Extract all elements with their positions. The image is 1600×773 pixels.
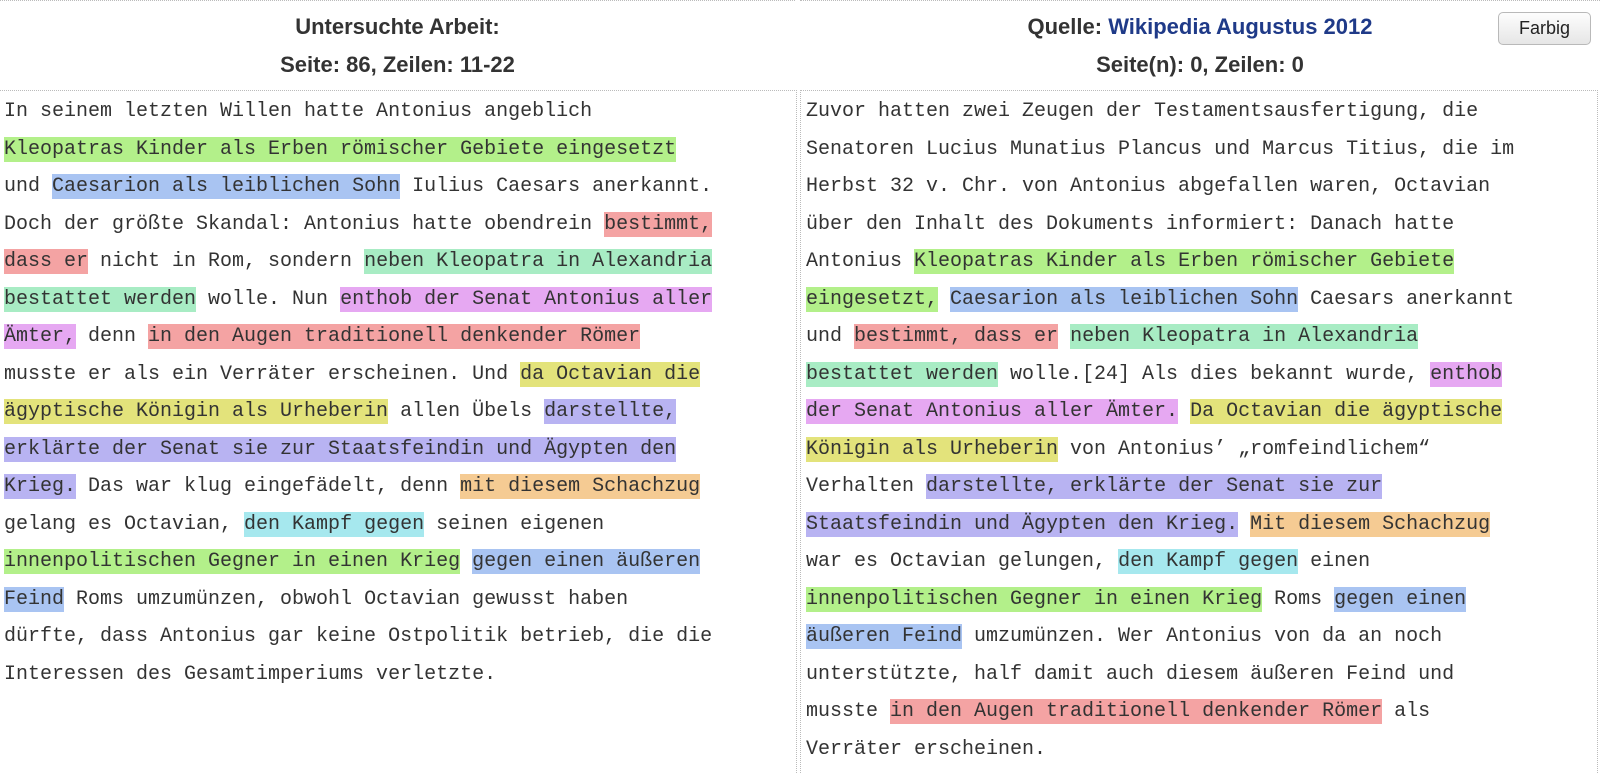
- highlighted-match: bestattet werden: [4, 287, 197, 311]
- text-segment: umzumünzen. Wer Antonius von da an noch: [962, 625, 1443, 648]
- source-prefix: Quelle:: [1027, 14, 1103, 39]
- examined-work-title: Untersuchte Arbeit:: [295, 14, 500, 39]
- highlighted-match: neben Kleopatra in Alexandria: [1070, 325, 1419, 348]
- text-segment: [1178, 400, 1190, 423]
- highlighted-match: bestattet werden: [806, 362, 999, 386]
- source-text-line: [806, 318, 1593, 356]
- highlighted-match: innenpolitischen Gegner in einen Krieg: [4, 550, 461, 573]
- source-text-line: [806, 656, 1593, 694]
- text-segment: als: [1382, 700, 1431, 723]
- source-text-line: [806, 93, 1593, 131]
- examined-text-line: [4, 506, 792, 544]
- examined-work-location: Seite: 86, Zeilen: 11-22: [280, 52, 515, 77]
- text-segment: seinen eigenen: [424, 512, 605, 536]
- source-text-line: [806, 506, 1593, 544]
- source-text-line: [806, 543, 1593, 581]
- text-segment: gelang es Octavian,: [4, 512, 245, 536]
- text-segment: Roms umzumünzen, obwohl Octavian gewusst haben: [64, 587, 629, 611]
- highlighted-match: darstellte,: [544, 400, 677, 423]
- examined-text-line: [4, 131, 792, 169]
- examined-text-line: [4, 93, 792, 131]
- text-segment: Zuvor hatten zwei Zeugen der Testamentsausfertigung, die: [806, 100, 1479, 123]
- highlighted-match: Caesarion als leiblichen Sohn: [52, 175, 401, 198]
- text-segment: Roms: [1262, 587, 1335, 611]
- source-text-line: [806, 431, 1593, 469]
- highlighted-match: der Senat Antonius aller Ämter.: [806, 400, 1179, 423]
- source-title: [800, 8, 1600, 46]
- highlighted-match: eingesetzt,: [806, 287, 939, 311]
- text-segment: unterstützte, half damit auch diesem äußeren Feind und: [806, 662, 1455, 686]
- text-segment: [460, 550, 472, 573]
- examined-text-line: [4, 393, 792, 431]
- text-segment: war es Octavian gelungen,: [806, 550, 1119, 573]
- examined-text-line: [4, 656, 792, 694]
- source-text-line: [806, 618, 1593, 656]
- source-text-line: [806, 731, 1593, 769]
- highlighted-match: in den Augen traditionell denkender Römer: [148, 325, 641, 348]
- examined-text-line: [4, 168, 792, 206]
- examined-text-line: [4, 581, 792, 619]
- source-text-line: [806, 581, 1593, 619]
- source-text-line: [806, 356, 1593, 394]
- text-segment: musste: [806, 700, 891, 723]
- text-segment: Das war klug eingefädelt, denn: [76, 475, 461, 498]
- text-segment: über den Inhalt des Dokuments informiert: Danach hatte: [806, 212, 1455, 236]
- examined-text-line: [4, 468, 792, 506]
- examined-text-line: [4, 618, 792, 656]
- highlighted-match: bestimmt,: [604, 212, 713, 236]
- highlighted-match: Da Octavian die ägyptische: [1190, 400, 1503, 423]
- highlighted-match: Staatsfeindin und Ägypten den Krieg.: [806, 512, 1239, 536]
- source-location: Seite(n): 0, Zeilen: 0: [1096, 52, 1304, 77]
- source-text-line: [806, 693, 1593, 731]
- text-segment: nicht in Rom, sondern: [88, 250, 365, 273]
- source-header: [800, 8, 1600, 84]
- highlighted-match: Caesarion als leiblichen Sohn: [950, 287, 1299, 311]
- source-text-line: [806, 131, 1593, 169]
- text-segment: [938, 288, 950, 311]
- highlighted-match: in den Augen traditionell denkender Römer: [890, 700, 1383, 723]
- highlighted-match: Ämter,: [4, 325, 77, 348]
- text-segment: von Antonius’ „romfeindlichem“: [1058, 437, 1431, 461]
- highlighted-match: neben Kleopatra in Alexandria: [364, 250, 713, 273]
- text-segment: und: [4, 175, 53, 198]
- highlighted-match: dass er: [4, 250, 89, 273]
- examined-text-line: [4, 281, 792, 319]
- highlighted-match: Königin als Urheberin: [806, 437, 1059, 461]
- text-segment: Iulius Caesars anerkannt.: [400, 175, 713, 198]
- source-text-line: [806, 168, 1593, 206]
- text-segment: allen Übels: [388, 400, 545, 423]
- highlighted-match: äußeren Feind: [806, 625, 963, 648]
- examined-text-line: [4, 243, 792, 281]
- examined-text-pane: [0, 90, 797, 773]
- source-text-line: [806, 468, 1593, 506]
- source-text-pane: [800, 90, 1598, 773]
- examined-text-line: [4, 543, 792, 581]
- text-segment: Senatoren Lucius Munatius Plancus und Marcus Titius, die im: [806, 137, 1515, 161]
- highlighted-match: gegen einen: [1334, 587, 1467, 611]
- source-text-line: [806, 393, 1593, 431]
- examined-text-line: [4, 431, 792, 469]
- highlighted-match: innenpolitischen Gegner in einen Krieg: [806, 587, 1263, 611]
- highlighted-match: da Octavian die: [520, 362, 701, 386]
- text-segment: Caesars anerkannt: [1298, 287, 1515, 311]
- text-segment: und: [806, 325, 855, 348]
- highlighted-match: ägyptische Königin als Urheberin: [4, 400, 389, 423]
- text-segment: Verräter erscheinen.: [806, 737, 1047, 761]
- text-segment: wolle. Nun: [196, 287, 341, 311]
- examined-work-header: [0, 8, 795, 84]
- source-text-line: [806, 281, 1593, 319]
- source-link[interactable]: Wikipedia Augustus 2012: [1108, 14, 1373, 39]
- highlighted-match: bestimmt, dass er: [854, 325, 1059, 348]
- text-segment: Verhalten: [806, 475, 927, 498]
- highlighted-match: mit diesem Schachzug: [460, 475, 701, 498]
- text-segment: musste er als ein Verräter erscheinen. Und: [4, 362, 521, 386]
- text-segment: dürfte, dass Antonius gar keine Ostpolitik betrieb, die die: [4, 625, 713, 648]
- examined-text-line: [4, 206, 792, 244]
- text-segment: Antonius: [806, 250, 915, 273]
- farbig-button[interactable]: Farbig: [1498, 12, 1591, 45]
- highlighted-match: Feind: [4, 587, 65, 611]
- text-segment: denn: [76, 325, 149, 348]
- highlighted-match: darstellte, erklärte der Senat sie zur: [926, 475, 1383, 498]
- text-segment: [1058, 325, 1070, 348]
- highlighted-match: Kleopatras Kinder als Erben römischer Gebiete eingesetzt: [4, 137, 677, 161]
- highlighted-match: den Kampf gegen: [1118, 550, 1299, 573]
- highlighted-match: enthob der Senat Antonius aller: [340, 287, 713, 311]
- highlighted-match: gegen einen äußeren: [472, 550, 701, 573]
- examined-text-line: [4, 318, 792, 356]
- top-divider: [0, 0, 1600, 3]
- text-segment: wolle.[24] Als dies bekannt wurde,: [998, 362, 1431, 386]
- text-segment: In seinem letzten Willen hatte Antonius angeblich: [4, 100, 593, 123]
- text-segment: Herbst 32 v. Chr. von Antonius abgefallen waren, Octavian: [806, 175, 1491, 198]
- text-segment: [1238, 513, 1250, 536]
- source-text-line: [806, 206, 1593, 244]
- examined-text-line: [4, 356, 792, 394]
- source-text-line: [806, 243, 1593, 281]
- highlighted-match: Mit diesem Schachzug: [1250, 512, 1491, 536]
- highlighted-match: enthob: [1430, 362, 1503, 386]
- text-segment: einen: [1298, 550, 1371, 573]
- text-segment: Interessen des Gesamtimperiums verletzte.: [4, 662, 497, 686]
- highlighted-match: den Kampf gegen: [244, 512, 425, 536]
- highlighted-match: Kleopatras Kinder als Erben römischer Gebiete: [914, 250, 1455, 273]
- text-segment: Doch der größte Skandal: Antonius hatte obendrein: [4, 212, 605, 236]
- highlighted-match: erklärte der Senat sie zur Staatsfeindin und Ägypten den: [4, 437, 677, 461]
- highlighted-match: Krieg.: [4, 475, 77, 498]
